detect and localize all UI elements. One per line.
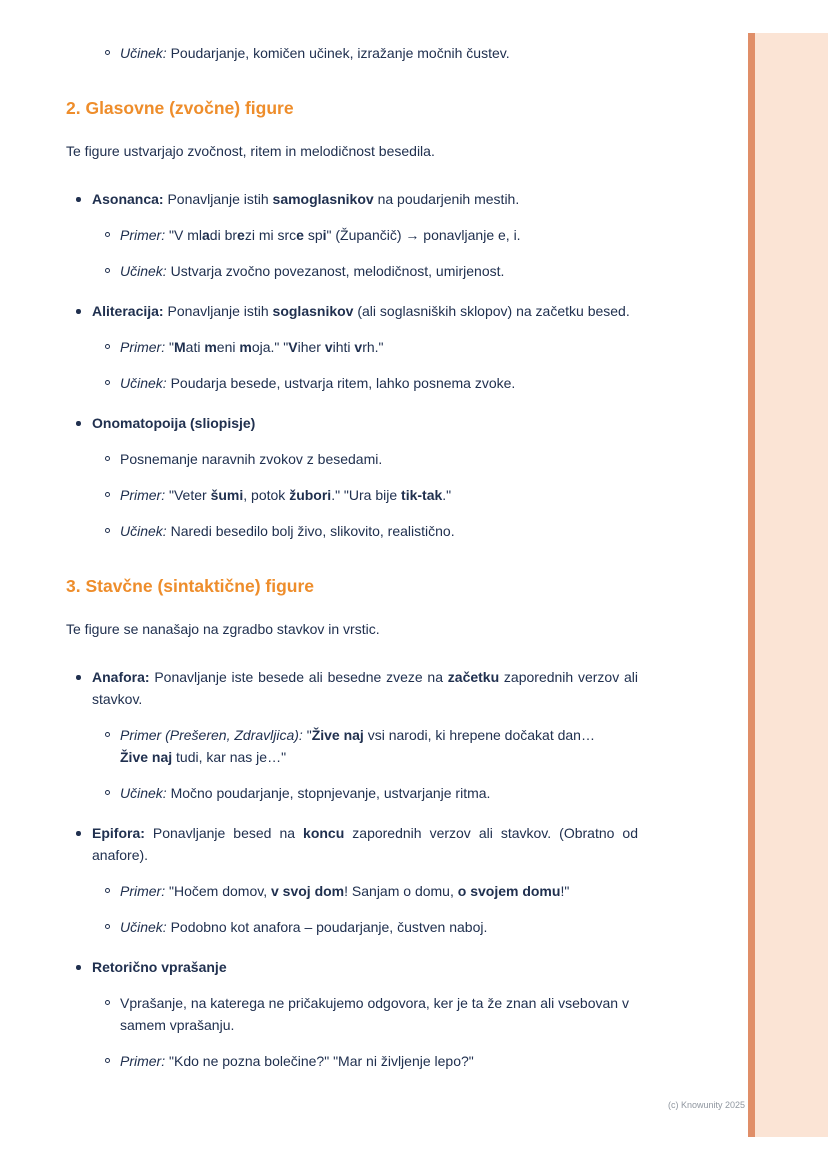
text-bold: o svojem domu (457, 883, 561, 899)
sub-list (92, 448, 638, 542)
text-run: Te figure se nanašajo na zgradbo stavkov in vrstic. (66, 621, 380, 637)
text-bold: tik-tak (401, 487, 443, 503)
text-bold: a (201, 227, 210, 243)
circle-bullet-icon (105, 456, 110, 461)
decor-strip-line (748, 33, 755, 1137)
list-item (92, 666, 638, 804)
text-run: eni (216, 339, 240, 355)
label-italic: Primer: (120, 227, 166, 243)
sub-list-item (120, 724, 638, 768)
item-text (120, 919, 487, 935)
sub-list-item (120, 916, 638, 938)
text-run: Naredi besedilo bolj živo, slikovito, realistično. (166, 523, 455, 539)
sub-list-item (120, 42, 638, 64)
text-bold: Žive naj (120, 749, 173, 765)
text-bold: koncu (303, 825, 345, 841)
text-run: iher (297, 339, 325, 355)
circle-bullet-icon (105, 344, 110, 349)
text-bold: žubori (289, 487, 332, 503)
text-run: ! Sanjam o domu, (344, 883, 458, 899)
text-bold: e (237, 227, 245, 243)
item-text (92, 191, 519, 207)
sub-list-item (120, 520, 638, 542)
text-run: Ponavljanje iste besede ali besedne zveze na (149, 669, 448, 685)
sub-list-item (120, 484, 638, 506)
label-italic: Učinek: (120, 919, 167, 935)
circle-bullet-icon (105, 492, 110, 497)
circle-bullet-icon (105, 924, 110, 929)
item-text (120, 727, 595, 765)
list-item (92, 822, 638, 938)
label-italic: Učinek: (120, 263, 167, 279)
sub-list-item (120, 448, 638, 470)
text-run: Poudarja besede, ustvarja ritem, lahko posnema zvoke. (166, 375, 516, 391)
text-run: ." "Ura bije (331, 487, 402, 503)
text-run: "V ml (165, 227, 202, 243)
list-item (92, 300, 638, 394)
item-text (120, 487, 451, 503)
text-run: zaporednih verzov ali stavkov. (92, 669, 638, 707)
text-run: tudi, kar nas je…" (172, 749, 287, 765)
label-italic: Primer (Prešeren, Zdravljica): (120, 727, 303, 743)
label-italic: Učinek: (120, 785, 167, 801)
item-text (120, 451, 382, 467)
label-italic: Učinek: (120, 45, 167, 61)
text-run: " (302, 727, 312, 743)
circle-bullet-icon (105, 888, 110, 893)
list-item (92, 956, 638, 1072)
sub-list-item (120, 880, 638, 902)
circle-bullet-icon (105, 232, 110, 237)
item-text (92, 825, 638, 863)
text-run: "Hočem domov, (165, 883, 271, 899)
text-bold: V (288, 339, 298, 355)
paragraph (66, 618, 638, 640)
text-run: na poudarjenih mestih. (373, 191, 520, 207)
text-run: zaporednih verzov ali stavkov. (Obratno od anafore). (92, 825, 638, 863)
document-content (66, 28, 638, 1098)
text-run: sp (303, 227, 323, 243)
text-bold: Anafora: (92, 669, 150, 685)
bullet-icon (76, 965, 81, 970)
text-run: , potok (243, 487, 290, 503)
text-run: Poudarjanje, komičen učinek, izražanje močnih čustev. (166, 45, 510, 61)
text-run: " (165, 339, 174, 355)
text-run: Ustvarja zvočno povezanost, melodičnost, umirjenost. (166, 263, 505, 279)
item-text (120, 227, 521, 243)
item-text (120, 263, 504, 279)
orphan-sub-list (66, 42, 638, 64)
sub-list (92, 880, 638, 938)
text-run: Močno poudarjanje, stopnjevanje, ustvarjanje ritma. (166, 785, 491, 801)
circle-bullet-icon (105, 50, 110, 55)
text-run: " (Župančič) → ponavljanje e, i. (326, 227, 521, 243)
label-italic: Primer: (120, 339, 166, 355)
text-bold: samoglasnikov (272, 191, 374, 207)
text-run: !" (560, 883, 570, 899)
text-run: ." (442, 487, 452, 503)
text-run: Posnemanje naravnih zvokov z besedami. (120, 451, 383, 467)
text-run: Ponavljanje besed na (144, 825, 304, 841)
item-text (92, 303, 630, 319)
text-run: oja." " (251, 339, 289, 355)
sub-list (92, 336, 638, 394)
item-text (120, 785, 490, 801)
sub-list-item (120, 1050, 638, 1072)
item-text (120, 375, 515, 391)
bullet-icon (76, 831, 81, 836)
text-bold: Epifora: (92, 825, 145, 841)
sub-list-item (120, 782, 638, 804)
label-italic: Učinek: (120, 523, 167, 539)
circle-bullet-icon (105, 268, 110, 273)
sub-list-item (120, 372, 638, 394)
label-italic: Primer: (120, 883, 166, 899)
text-bold: v svoj dom (270, 883, 345, 899)
text-run: Ponavljanje istih (163, 191, 273, 207)
text-run: vsi narodi, ki hrepene dočakat dan… (363, 727, 595, 743)
text-bold: M (173, 339, 186, 355)
item-text (120, 523, 455, 539)
sub-list-item (120, 260, 638, 282)
bullet-icon (76, 197, 81, 202)
item-text (92, 669, 638, 707)
section-heading: 2. Glasovne (zvočne) figure (66, 98, 294, 118)
decor-strip (755, 33, 828, 1137)
text-bold: m (239, 339, 252, 355)
sub-list (92, 992, 638, 1072)
sub-list (92, 224, 638, 282)
text-bold: i (322, 227, 327, 243)
circle-bullet-icon (105, 790, 110, 795)
circle-bullet-icon (105, 1000, 110, 1005)
list-item (92, 188, 638, 282)
circle-bullet-icon (105, 528, 110, 533)
item-text (92, 415, 255, 431)
item-text (120, 45, 510, 61)
item-text (92, 959, 227, 975)
text-run: (ali soglasniških sklopov) na začetku besed. (353, 303, 630, 319)
label-italic: Primer: (120, 487, 166, 503)
text-bold: Žive naj (311, 727, 364, 743)
label-italic: Primer: (120, 1053, 166, 1069)
item-text (120, 339, 384, 355)
text-bold: m (204, 339, 217, 355)
item-text (120, 883, 569, 899)
bullet-icon (76, 675, 81, 680)
sub-list-item (120, 992, 638, 1036)
sub-list (92, 724, 638, 804)
text-bold: soglasnikov (272, 303, 354, 319)
text-bold: začetku (447, 669, 500, 685)
text-bold: v (354, 339, 363, 355)
text-bold: Onomatopoija (sliopisje) (92, 415, 256, 431)
bullet-icon (76, 309, 81, 314)
text-bold: Aliteracija: (92, 303, 164, 319)
sub-list-item (120, 336, 638, 358)
text-run: "Veter (165, 487, 211, 503)
item-text (120, 1053, 474, 1069)
item-text (120, 995, 629, 1033)
text-run: Ponavljanje istih (163, 303, 273, 319)
sub-list-item (120, 224, 638, 246)
bullet-list (66, 666, 638, 1072)
list-item (92, 412, 638, 542)
circle-bullet-icon (105, 1058, 110, 1063)
text-run: Te figure ustvarjajo zvočnost, ritem in melodičnost besedila. (66, 143, 435, 159)
text-bold: v (324, 339, 333, 355)
bullet-list (66, 188, 638, 542)
text-run: rh." (362, 339, 384, 355)
text-bold: Asonanca: (92, 191, 164, 207)
text-bold: šumi (210, 487, 244, 503)
label-italic: Učinek: (120, 375, 167, 391)
text-run: "Kdo ne pozna bolečine?" "Mar ni življenje lepo?" (165, 1053, 474, 1069)
circle-bullet-icon (105, 732, 110, 737)
text-run: Podobno kot anafora – poudarjanje, čustven naboj. (166, 919, 488, 935)
circle-bullet-icon (105, 380, 110, 385)
text-bold: Retorično vprašanje (92, 959, 227, 975)
paragraph (66, 140, 638, 162)
text-run: zi mi src (244, 227, 297, 243)
text-run: Vprašanje, na katerega ne pričakujemo odgovora, ker je ta že znan ali vsebovan v samem vprašanju. (120, 995, 629, 1033)
text-run: di br (209, 227, 238, 243)
text-bold: e (296, 227, 304, 243)
text-run: ihti (332, 339, 355, 355)
copyright: (c) Knowunity 2025 (667, 1100, 745, 1110)
text-run: ati (185, 339, 205, 355)
bullet-icon (76, 421, 81, 426)
section-heading: 3. Stavčne (sintaktične) figure (66, 576, 314, 596)
